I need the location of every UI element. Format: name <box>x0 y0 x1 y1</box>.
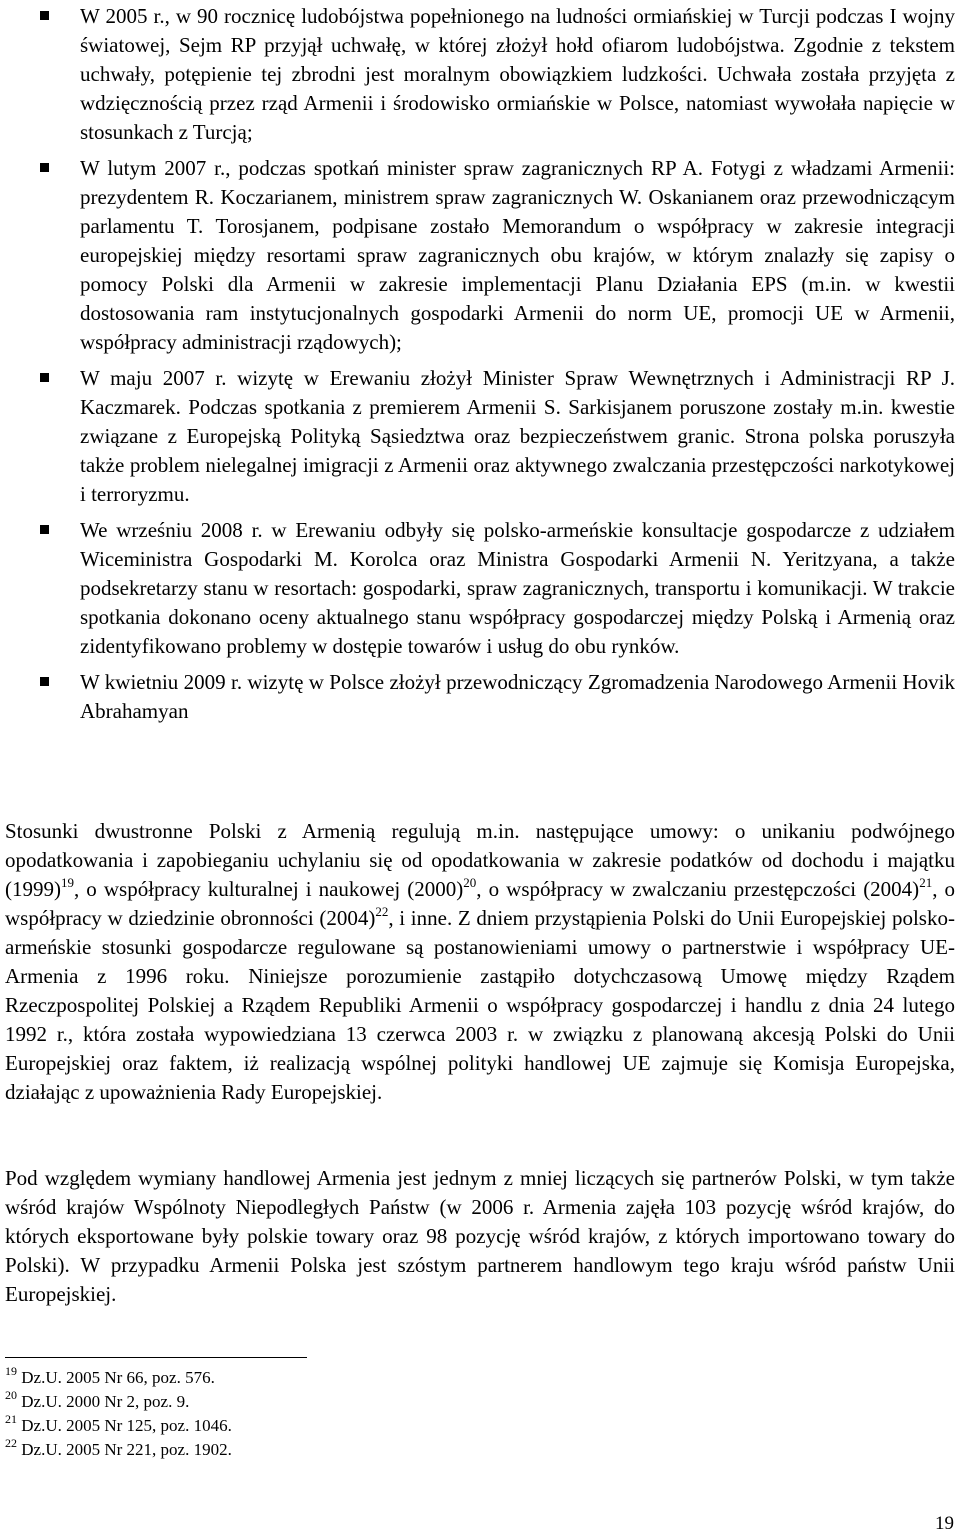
list-item <box>40 668 955 726</box>
footnote-item <box>5 1366 232 1390</box>
page-number: 19 <box>935 1513 954 1534</box>
paragraph-text: , o współpracy w dziedzinie obronności (2004) <box>5 877 955 930</box>
list-item-text: W maju 2007 r. wizytę w Erewaniu złożył Minister Spraw Wewnętrznych i Administracji RP J. Kaczmarek. Podczas spotkania z premierem Armenii S. Sarkisjanem poruszone zostały m.in. kwestie związane z Europejską Polityką Sąsiedztwa oraz bezpieczeństwem granic. Strona polska poruszyła także problem nielegalnej imigracji z Armenii oraz aktywnego zwalczania przestępczości narkotykowej i terroryzmu. <box>80 366 955 506</box>
paragraph-text: , o współpracy w zwalczaniu przestępczości (2004) <box>476 877 920 901</box>
footnote-ref[interactable]: 21 <box>919 875 933 890</box>
footnote-ref[interactable]: 20 <box>463 875 477 890</box>
footnote-number: 21 <box>5 1412 17 1426</box>
footnote-number: 19 <box>5 1364 17 1378</box>
bullet-list <box>40 2 955 733</box>
footnote-ref[interactable]: 22 <box>375 904 389 919</box>
footnote-divider <box>5 1357 307 1358</box>
list-item-text: W lutym 2007 r., podczas spotkań minister spraw zagranicznych RP A. Fotygi z władzami Armenii: prezydentem R. Koczarianem, ministrem spraw zagranicznych W. Oskanianem oraz przewodniczącym parlamentu T. Torosjanem, podpisane zostało Memorandum o współpracy w zakresie integracji europejskiej między resortami spraw zagranicznych obu krajów, w którym znalazły się zapisy o pomocy Polski dla Armenii w zakresie implementacji Planu Działania EPS (m.in. w kwestii dostosowania ram instytucjonalnych gospodarki Armenii do norm UE, promocji UE w Armenii, współpracy administracji rządowych); <box>80 156 955 354</box>
list-item <box>40 2 955 147</box>
paragraph-text: Pod względem wymiany handlowej Armenia jest jednym z mniej liczących się partnerów Polski, w tym także wśród krajów Wspólnoty Niepodległych Państw (w 2006 r. Armenia zajęła 103 pozycję wśród krajów, do których eksportowane były polskie towary oraz 98 pozycję wśród krajów, z których importowano towary do Polski). W przypadku Armenii Polska jest szóstym partnerem handlowym tego kraju wśród państw Unii Europejskiej. <box>5 1166 955 1306</box>
square-bullet-icon <box>40 373 49 382</box>
paragraph-text: Stosunki dwustronne Polski z Armenią regulują m.in. następujące umowy: o unikaniu podwójnego opodatkowania i zapobieganiu uchylaniu się od opodatkowania w zakresie podatków od dochodu i majątku (1999) <box>5 819 955 901</box>
footnote-text: Dz.U. 2000 Nr 2, poz. 9. <box>21 1392 190 1411</box>
square-bullet-icon <box>40 163 49 172</box>
list-item-text: W 2005 r., w 90 rocznicę ludobójstwa popełnionego na ludności ormiańskiej w Turcji podczas I wojny światowej, Sejm RP przyjął uchwałę, w której złożył hołd ofiarom ludobójstwa. Zgodnie z tekstem uchwały, potępienie tej zbrodni jest moralnym obowiązkiem ludzkości. Uchwała została przyjęta z wdzięcznością przez rząd Armenii i środowisko ormiańskie w Polsce, natomiast wywołała napięcie w stosunkach z Turcją; <box>80 4 955 144</box>
footnote-text: Dz.U. 2005 Nr 125, poz. 1046. <box>21 1416 232 1435</box>
footnote-number: 22 <box>5 1436 17 1450</box>
square-bullet-icon <box>40 525 49 534</box>
footnote-number: 20 <box>5 1388 17 1402</box>
footnote-text: Dz.U. 2005 Nr 221, poz. 1902. <box>21 1440 232 1459</box>
paragraph-text: , i inne. Z dniem przystąpienia Polski do Unii Europejskiej polsko-armeńskie stosunki gospodarcze regulowane są postanowieniami umowy o partnerstwie i współpracy UE-Armenia z 1996 roku. Niniejsze porozumienie zastąpiło dotychczasową Umowę między Rządem Rzeczpospolitej Polskiej a Rządem Republiki Armenii o współpracy gospodarczej i handlu z dnia 24 lutego 1992 r., która została wypowiedziana 13 czerwca 2003 r. w związku z planowaną akcesją Polski do Unii Europejskiej oraz faktem, iż realizacją wspólnej polityki handlowej UE zajmuje się Komisja Europejska, działając z upoważnienia Rady Europejskiej. <box>5 906 955 1104</box>
footnote-item <box>5 1414 232 1438</box>
list-item-text: We wrześniu 2008 r. w Erewaniu odbyły się polsko-armeńskie konsultacje gospodarcze z udziałem Wiceministra Gospodarki M. Korolca oraz Ministra Gospodarki Armenii N. Yeritzyana, a także podsekretarzy stanu w resortach: gospodarki, spraw zagranicznych, transportu i komunikacji. W trakcie spotkania dokonano oceny aktualnego stanu współpracy gospodarczej między Polską i Armenią oraz zidentyfikowano problemy w dostępie towarów i usług do obu rynków. <box>80 518 955 658</box>
list-item <box>40 364 955 509</box>
paragraph-trade <box>5 1164 955 1309</box>
list-item <box>40 154 955 357</box>
footnote-item <box>5 1438 232 1462</box>
paragraph-text: , o współpracy kulturalnej i naukowej (2000) <box>74 877 464 901</box>
footnote-text: Dz.U. 2005 Nr 66, poz. 576. <box>21 1368 215 1387</box>
square-bullet-icon <box>40 677 49 686</box>
square-bullet-icon <box>40 11 49 20</box>
list-item-text: W kwietniu 2009 r. wizytę w Polsce złożył przewodniczący Zgromadzenia Narodowego Armenii Hovik Abrahamyan <box>80 670 955 723</box>
paragraph-treaties <box>5 817 955 1107</box>
list-item <box>40 516 955 661</box>
footnote-list <box>5 1366 232 1462</box>
footnote-item <box>5 1390 232 1414</box>
footnote-ref[interactable]: 19 <box>61 875 74 890</box>
